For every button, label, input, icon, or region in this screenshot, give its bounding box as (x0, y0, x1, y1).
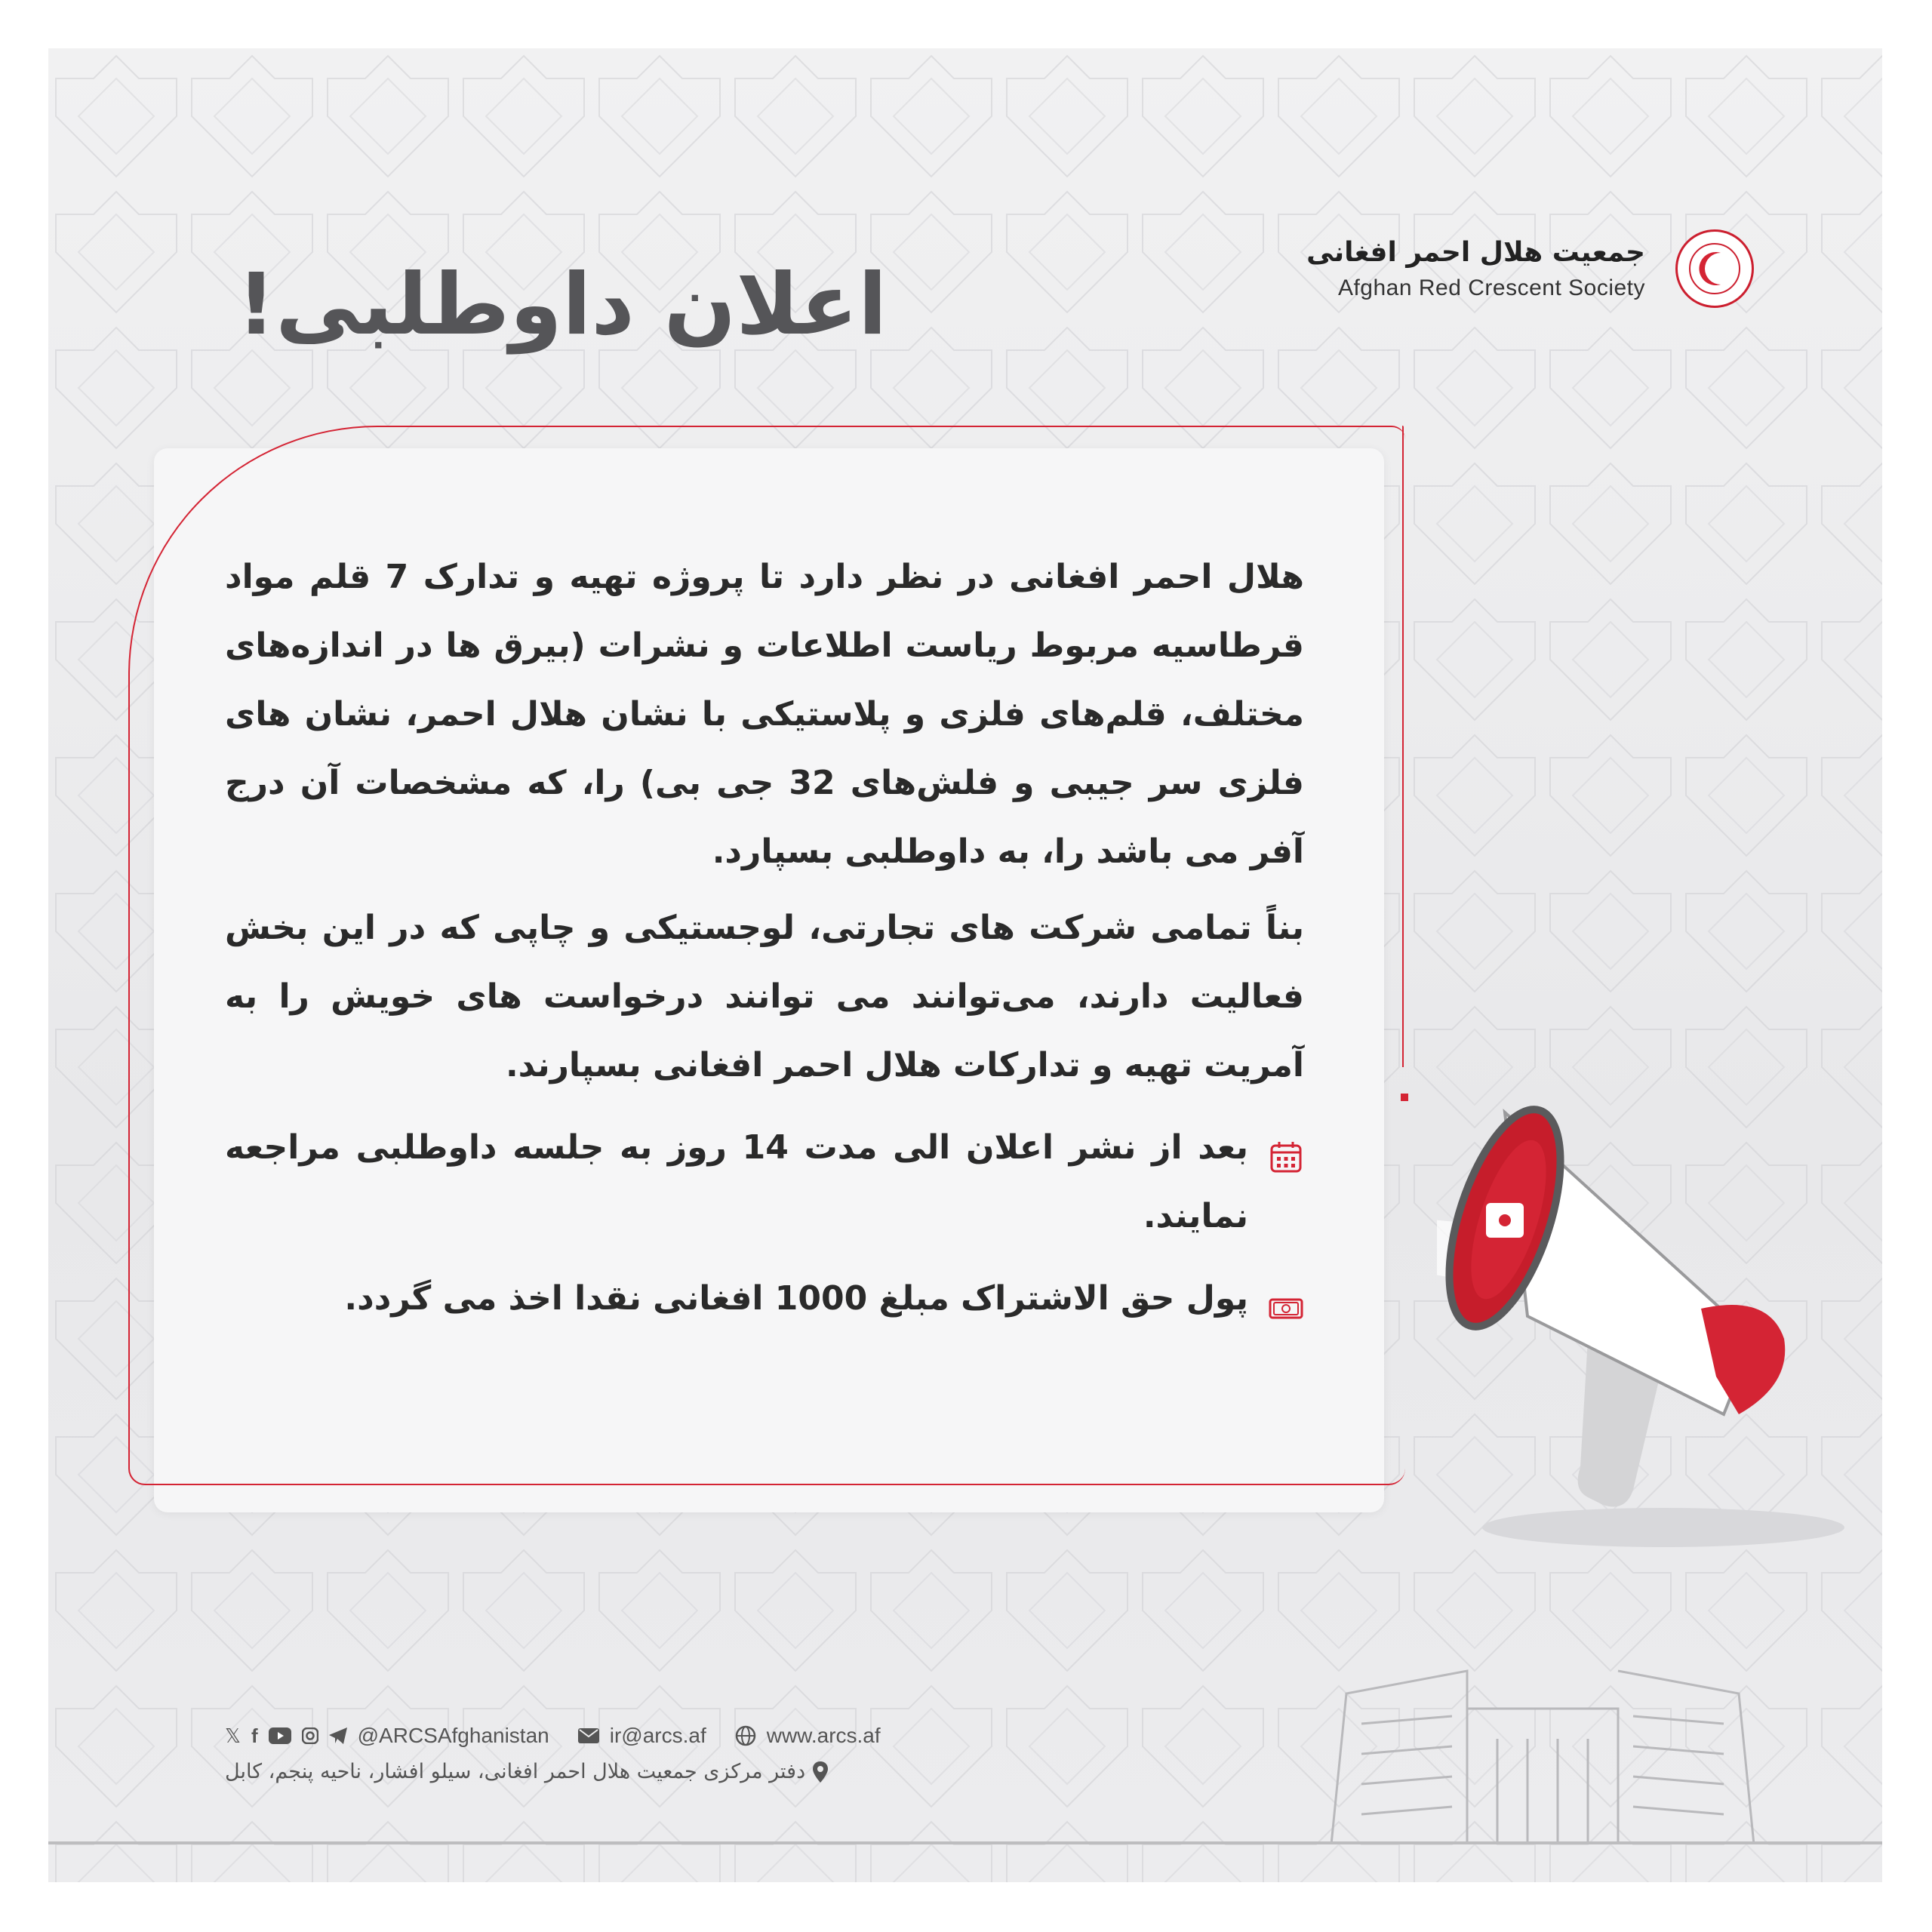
announcement-body (225, 543, 1304, 1333)
card-frame-right (1402, 426, 1404, 1067)
paragraph-2: بناً تمامی شرکت های تجارتی، لوجستیکی و چاپی که در این بخش فعالیت دارند، می‌توانند می توانند درخواست های خویش را به آمریت تهیه و تدارکات هلال احمر افغانی بسپارند. (225, 909, 1304, 1084)
bullet-text-2: پول حق الاشتراک مبلغ 1000 افغانی نقدا اخذ می گردد. (344, 1279, 1248, 1318)
org-logo-block (1306, 229, 1754, 308)
contact-row (225, 1724, 889, 1748)
megaphone-icon (1437, 1090, 1860, 1573)
money-icon (1265, 1281, 1304, 1320)
building-illustration (1316, 1663, 1769, 1844)
org-name-en: Afghan Red Crescent Society (1337, 275, 1645, 300)
social-handle[interactable]: @ARCSAfghanistan (357, 1724, 549, 1747)
email-link[interactable]: ir@arcs.af (609, 1724, 706, 1747)
address-text: دفتر مرکزی جمعیت هلال احمر افغانی، سیلو افشار، ناحیه پنجم، کابل (225, 1760, 806, 1783)
instagram-icon[interactable] (302, 1727, 318, 1744)
email-icon (578, 1728, 599, 1743)
globe-icon (735, 1725, 756, 1746)
footer (225, 1724, 889, 1783)
bullet-item (225, 1264, 1304, 1333)
x-icon[interactable]: 𝕏 (225, 1724, 241, 1747)
bullet-item (225, 1113, 1304, 1251)
poster (48, 48, 1882, 1882)
facebook-icon[interactable]: f (251, 1724, 258, 1747)
youtube-icon[interactable] (269, 1727, 291, 1744)
website-link[interactable]: www.arcs.af (766, 1724, 881, 1747)
calendar-icon (1265, 1130, 1304, 1169)
paragraph-1: هلال احمر افغانی در نظر دارد تا پروژه تهیه و تدارک 7 قلم مواد قرطاسیه مربوط ریاست اطلاعات و نشرات (بیرق ها در اندازه‌های مختلف، قلم‌های فلزی و پلاستیکی با نشان هلال احمر، نشان های فلزی سر جیبی و فلش‌های 32 جی بی) را، که مشخصات آن درج آفر می باشد را، به داوطلبی بسپارد. (225, 558, 1304, 871)
telegram-icon[interactable] (329, 1727, 347, 1744)
bullet-text-1: بعد از نشر اعلان الی مدت 14 روز به جلسه داوطلبی مراجعه نمایند. (225, 1128, 1248, 1235)
page-title: اعلان داوطلبی! (237, 256, 888, 354)
org-name-fa: جمعیت هلال احمر افغانی (1306, 236, 1645, 268)
frame-dot (1401, 1094, 1408, 1101)
red-crescent-logo-icon (1675, 229, 1754, 308)
footer-divider (48, 1841, 1882, 1844)
location-pin-icon (813, 1761, 828, 1783)
address-row (225, 1760, 889, 1783)
